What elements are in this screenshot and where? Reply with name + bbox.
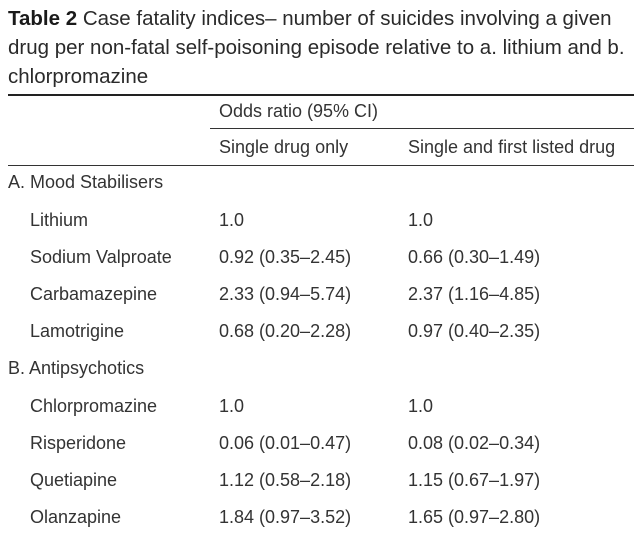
- table-caption: [8, 4, 628, 91]
- header-first-listed: Single and first listed drug: [408, 137, 616, 157]
- first-listed-value: 1.15 (0.67–1.97): [408, 470, 541, 490]
- single-drug-value: 0.06 (0.01–0.47): [219, 433, 352, 453]
- drug-name: Quetiapine: [30, 470, 118, 490]
- drug-name: Lamotrigine: [30, 321, 125, 341]
- single-drug-value: 1.0: [219, 210, 245, 230]
- single-drug-value: 0.68 (0.20–2.28): [219, 321, 352, 341]
- header-odds-ratio: Odds ratio (95% CI): [219, 101, 379, 121]
- first-listed-value: 0.97 (0.40–2.35): [408, 321, 541, 341]
- single-drug-value: 1.0: [219, 396, 245, 416]
- section-title-mood-stabilisers: A. Mood Stabilisers: [8, 172, 164, 192]
- drug-name: Risperidone: [30, 433, 127, 453]
- table-caption-text: Case fatality indices– number of suicides involving a given drug per non-fatal self-poisoning episode relative to a. lithium and b. chlorpromazine: [8, 7, 625, 88]
- single-drug-value: 1.84 (0.97–3.52): [219, 507, 352, 527]
- single-drug-value: 1.12 (0.58–2.18): [219, 470, 352, 490]
- first-listed-value: 0.66 (0.30–1.49): [408, 247, 541, 267]
- drug-name: Carbamazepine: [30, 284, 158, 304]
- table-top-rule: [8, 94, 634, 96]
- single-drug-value: 2.33 (0.94–5.74): [219, 284, 352, 304]
- first-listed-value: 0.08 (0.02–0.34): [408, 433, 541, 453]
- first-listed-value: 2.37 (1.16–4.85): [408, 284, 541, 304]
- table-label: Table 2: [8, 7, 78, 30]
- first-listed-value: 1.0: [408, 210, 434, 230]
- header-divider: [210, 128, 634, 129]
- header-single-drug: Single drug only: [219, 137, 349, 157]
- first-listed-value: 1.65 (0.97–2.80): [408, 507, 541, 527]
- drug-name: Lithium: [30, 210, 89, 230]
- single-drug-value: 0.92 (0.35–2.45): [219, 247, 352, 267]
- header-bottom-rule: [8, 165, 634, 166]
- first-listed-value: 1.0: [408, 396, 434, 416]
- drug-name: Olanzapine: [30, 507, 122, 527]
- drug-name: Chlorpromazine: [30, 396, 158, 416]
- drug-name: Sodium Valproate: [30, 247, 172, 267]
- section-title-antipsychotics: B. Antipsychotics: [8, 358, 145, 378]
